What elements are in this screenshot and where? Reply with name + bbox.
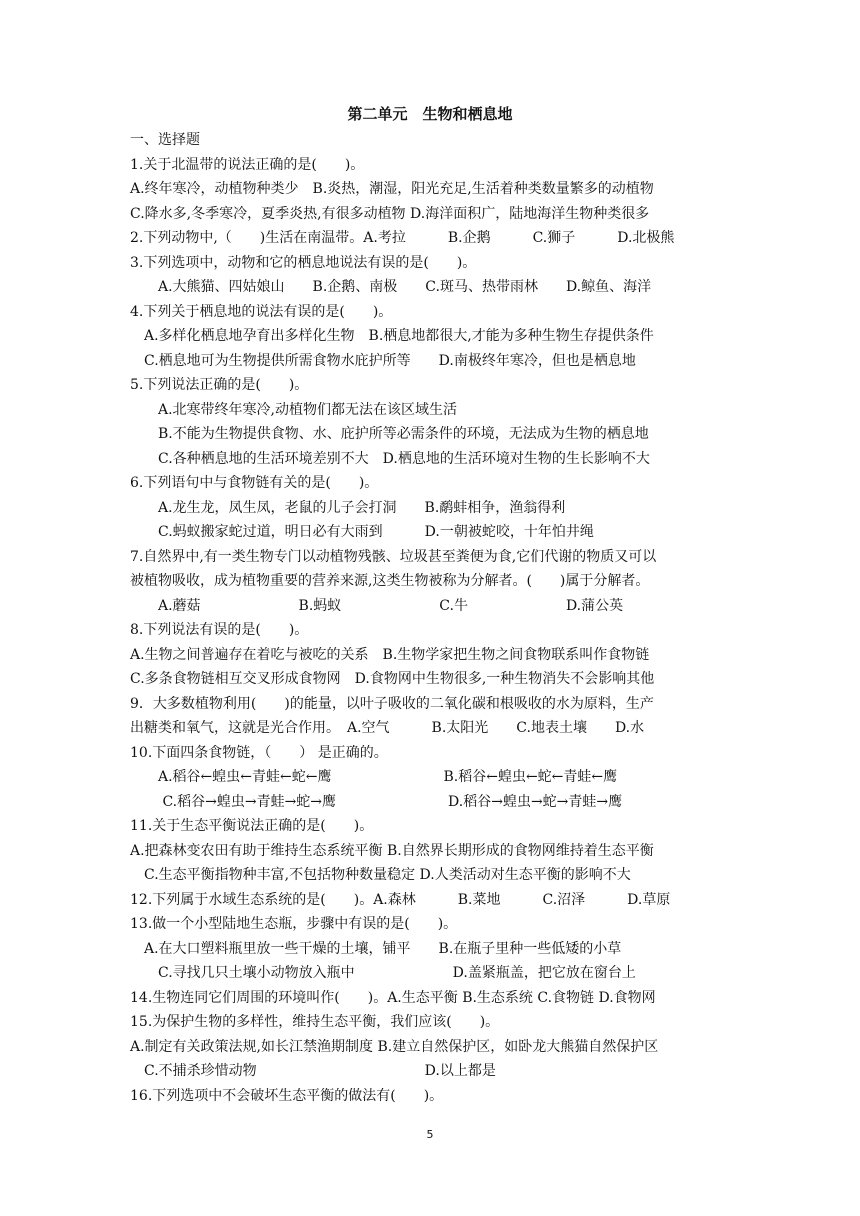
question-line: C.生态平衡指物种丰富,不包括物种数量稳定 D.人类活动对生态平衡的影响不大 (130, 867, 631, 883)
question-line: A.制定有关政策法规,如长江禁渔期制度 B.建立自然保护区，如卧龙大熊猫自然保护区 (130, 1038, 659, 1055)
question-line: C.各种栖息地的生活环境差别不大 D.栖息地的生活环境对生物的生长影响不大 (130, 450, 650, 467)
question-line: 被植物吸收，成为植物重要的营养来源,这类生物被称为分解者。( )属于分解者。 (130, 573, 650, 589)
section-heading: 一、选择题 (130, 132, 200, 148)
question-line: A.龙生龙，凤生凤，老鼠的儿子会打洞 B.鹬蚌相争，渔翁得利 (130, 499, 566, 516)
question-line: 7.自然界中,有一类生物专门以动植物残骸、垃圾甚至粪便为食,它们代谢的物质又可以 (130, 548, 657, 565)
question-line: C.栖息地可为生物提供所需食物水庇护所等 D.南极终年寒冷，但也是栖息地 (130, 352, 636, 369)
question-line: 6.下列语句中与食物链有关的是( )。 (130, 475, 379, 491)
question-line: A.终年寒冷，动植物种类少 B.炎热，潮湿，阳光充足,生活着种类数量繁多的动植物 (130, 181, 654, 197)
question-line: A.生物之间普遍存在着吃与被吃的关系 B.生物学家把生物之间食物联系叫作食物链 (130, 646, 650, 663)
question-line: A.北寒带终年寒冷,动植物们都无法在该区域生活 (130, 401, 458, 418)
question-line: A.把森林变农田有助于维持生态系统平衡 B.自然界长期形成的食物网维持着生态平衡 (130, 842, 654, 859)
question-line: 13.做一个小型陆地生态瓶，步骤中有误的是( )。 (130, 916, 458, 932)
question-line: 8.下列说法有误的是( )。 (130, 622, 309, 638)
question-line: C.降水多,冬季寒冷，夏季炎热,有很多动植物 D.海洋面积广，陆地海洋生物种类很多 (130, 205, 650, 222)
question-line: 9．大多数植物利用( )的能量，以叶子吸收的二氧化碳和根吸收的水为原料，生产 (130, 695, 654, 712)
question-line: 5.下列说法正确的是( )。 (130, 377, 309, 393)
unit-title: 第二单元 生物和栖息地 (347, 105, 513, 123)
question-line: 16.下列选项中不会破坏生态平衡的做法有( )。 (130, 1087, 444, 1104)
question-line: A.多样化栖息地孕育出多样化生物 B.栖息地都很大,才能为多种生物生存提供条件 (130, 328, 654, 344)
question-line: A.在大口塑料瓶里放一些干燥的土壤，铺平 B.在瓶子里种一些低矮的小草 (130, 940, 622, 957)
question-line: A.稻谷←蝗虫←青蛙←蛇←鹰 B.稻谷←蝗虫←蛇←青蛙←鹰 (130, 769, 618, 785)
question-line: C.多条食物链相互交叉形成食物网 D.食物网中生物很多,一种生物消失不会影响其他 (130, 671, 655, 687)
question-line: B.不能为生物提供食物、水、庇护所等必需条件的环境，无法成为生物的栖息地 (130, 426, 649, 442)
question-line: 10.下面四条食物链，（ ） 是正确的。 (130, 744, 388, 761)
question-line: C.寻找几只土壤小动物放入瓶中 D.盖紧瓶盖，把它放在窗台上 (130, 965, 636, 981)
question-line: 1.关于北温带的说法正确的是( )。 (130, 156, 365, 173)
question-line: 15.为保护生物的多样性，维持生态平衡，我们应该( )。 (130, 1014, 500, 1030)
question-line: 14.生物连同它们周围的环境叫作( )。A.生态平衡 B.生态系统 C.食物链 D.食物网 (130, 989, 656, 1006)
question-line: 出糖类和氧气，这就是光合作用。 A.空气 B.太阳光 C.地表土壤 D.水 (130, 720, 645, 736)
page-number: 5 (426, 1128, 434, 1141)
question-line: 3.下列选项中，动物和它的栖息地说法有误的是( )。 (130, 254, 477, 271)
question-line: C.蚂蚁搬家蛇过道，明日必有大雨到 D.一朝被蛇咬，十年怕井绳 (130, 524, 594, 540)
question-line: 12.下列属于水域生态系统的是( )。A.森林 B.菜地 C.沼泽 D.草原 (130, 891, 671, 908)
question-line: 4.下列关于栖息地的说法有误的是( )。 (130, 303, 393, 320)
question-line: 11.关于生态平衡说法正确的是( )。 (130, 818, 374, 834)
question-line: C.稻谷→蝗虫→青蛙→蛇→鹰 D.稻谷→蝗虫→蛇→青蛙→鹰 (130, 793, 623, 810)
question-line: 2.下列动物中,（ )生活在南温带。A.考拉 B.企鹅 C.狮子 D.北极熊 (130, 230, 675, 246)
question-line: A.大熊猫、四姑娘山 B.企鹅、南极 C.斑马、热带雨林 D.鲸鱼、海洋 (130, 279, 652, 295)
question-line: A.蘑菇 B.蚂蚁 C.牛 D.蒲公英 (130, 597, 624, 614)
question-line: C.不捕杀珍惜动物 D.以上都是 (130, 1063, 496, 1079)
